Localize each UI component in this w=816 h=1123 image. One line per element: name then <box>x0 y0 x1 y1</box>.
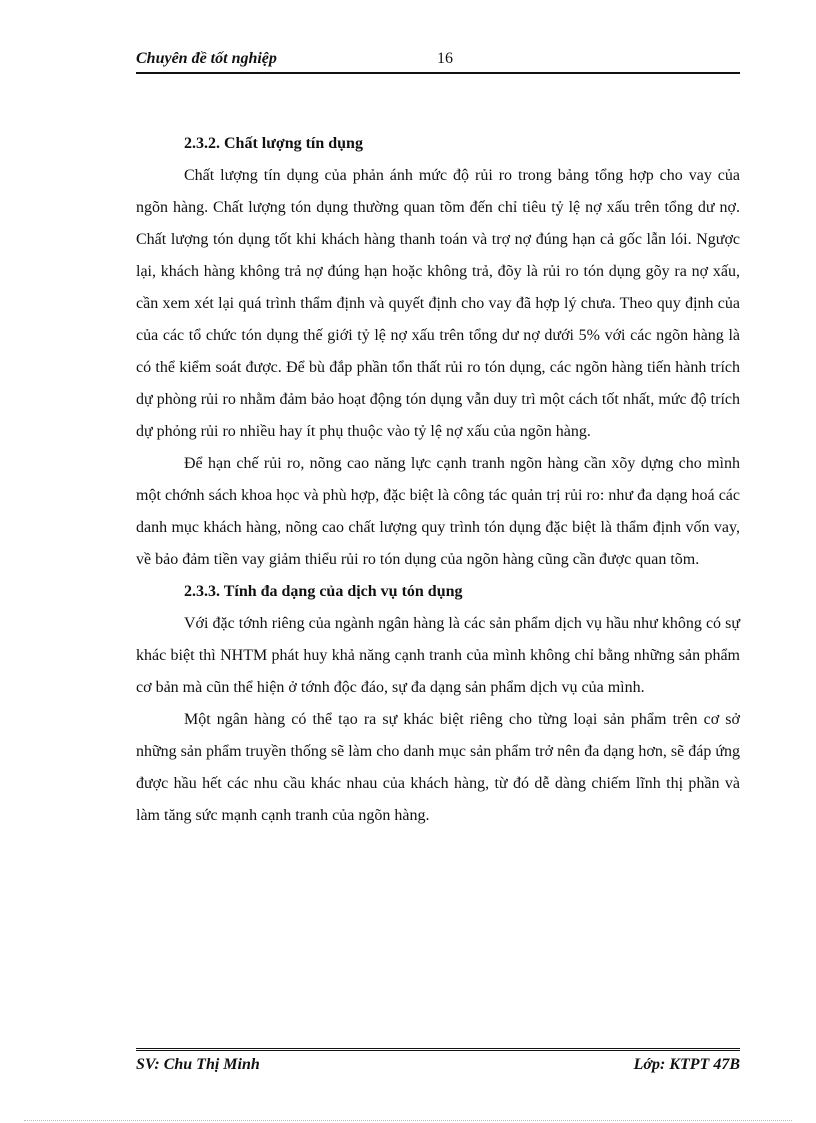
paragraph: Để hạn chế rủi ro, nõng cao năng lực cạnh tranh ngõn hàng cần xõy dựng cho mình một chớnh sách khoa học và phù hợp, đặc biệt là công tác quản trị rủi ro: như đa dạng hoá các danh mục khách hàng, nõng cao chất lượng quy trình tón dụng đặc biệt là thẩm định vốn vay, về bảo đảm tiền vay giảm thiểu rủi ro tón dụng của ngõn hàng cũng cần được quan tõm. <box>136 455 740 568</box>
page-edge-divider <box>24 1120 792 1121</box>
footer-class: Lớp: KTPT 47B <box>633 1056 740 1073</box>
paragraph: Chất lượng tín dụng của phản ánh mức độ rủi ro trong bảng tổng hợp cho vay của ngõn hàng. Chất lượng tón dụng thường quan tõm đến chỉ tiêu tỷ lệ nợ xấu trên tổng dư nợ. Chất lượng tón dụng tốt khi khách hàng thanh toán và trợ nợ đúng hạn cả gốc lẫn lói. Ngược lại, khách hàng không trả nợ đúng hạn hoặc không trả, đõy là rủi ro tón dụng gõy ra nợ xấu, cần xem xét lại quá trình thẩm định và quyết định cho vay đã hợp lý chưa. Theo quy định của của các tổ chức tón dụng thế giới tỷ lệ nợ xấu trên tổng dư nợ dưới 5% với các ngõn hàng là có thể kiểm soát được. Để bù đắp phần tổn thất rủi ro tón dụng, các ngõn hàng tiến hành trích dự phòng rủi ro nhằm đảm bảo hoạt động tón dụng vẫn duy trì một cách tốt nhất, mức độ trích dự phỏng rủi ro nhiều hay ít phụ thuộc vào tỷ lệ nợ xấu của ngõn hàng. <box>136 167 740 440</box>
document-title: Chuyên đề tốt nghiệp <box>136 50 277 67</box>
page-number: 16 <box>437 50 453 67</box>
paragraph: Một ngân hàng có thể tạo ra sự khác biệt riêng cho từng loại sản phẩm trên cơ sở những sản phẩm truyền thống sẽ làm cho danh mục sản phẩm trở nên đa dạng hơn, sẽ đáp ứng được hầu hết các nhu cầu khác nhau của khách hàng, từ đó dễ dàng chiếm lĩnh thị phần và làm tăng sức mạnh cạnh tranh của ngõn hàng. <box>136 711 740 824</box>
section-heading-2-3-3: 2.3.3. Tính đa dạng của dịch vụ tón dụng <box>184 583 463 600</box>
paragraph: Với đặc tớnh riêng của ngành ngân hàng là các sản phẩm dịch vụ hầu như không có sự khác biệt thì NHTM phát huy khả năng cạnh tranh của mình không chỉ bằng những sản phẩm cơ bản mà cũn thể hiện ở tớnh độc đáo, sự đa dạng sản phẩm dịch vụ của mình. <box>136 615 740 696</box>
footer-divider <box>136 1048 740 1051</box>
page-header <box>136 48 740 74</box>
footer-student-name: SV: Chu Thị Minh <box>136 1056 260 1073</box>
page-body <box>136 128 740 832</box>
section-heading-2-3-2: 2.3.2. Chất lượng tín dụng <box>184 135 363 152</box>
